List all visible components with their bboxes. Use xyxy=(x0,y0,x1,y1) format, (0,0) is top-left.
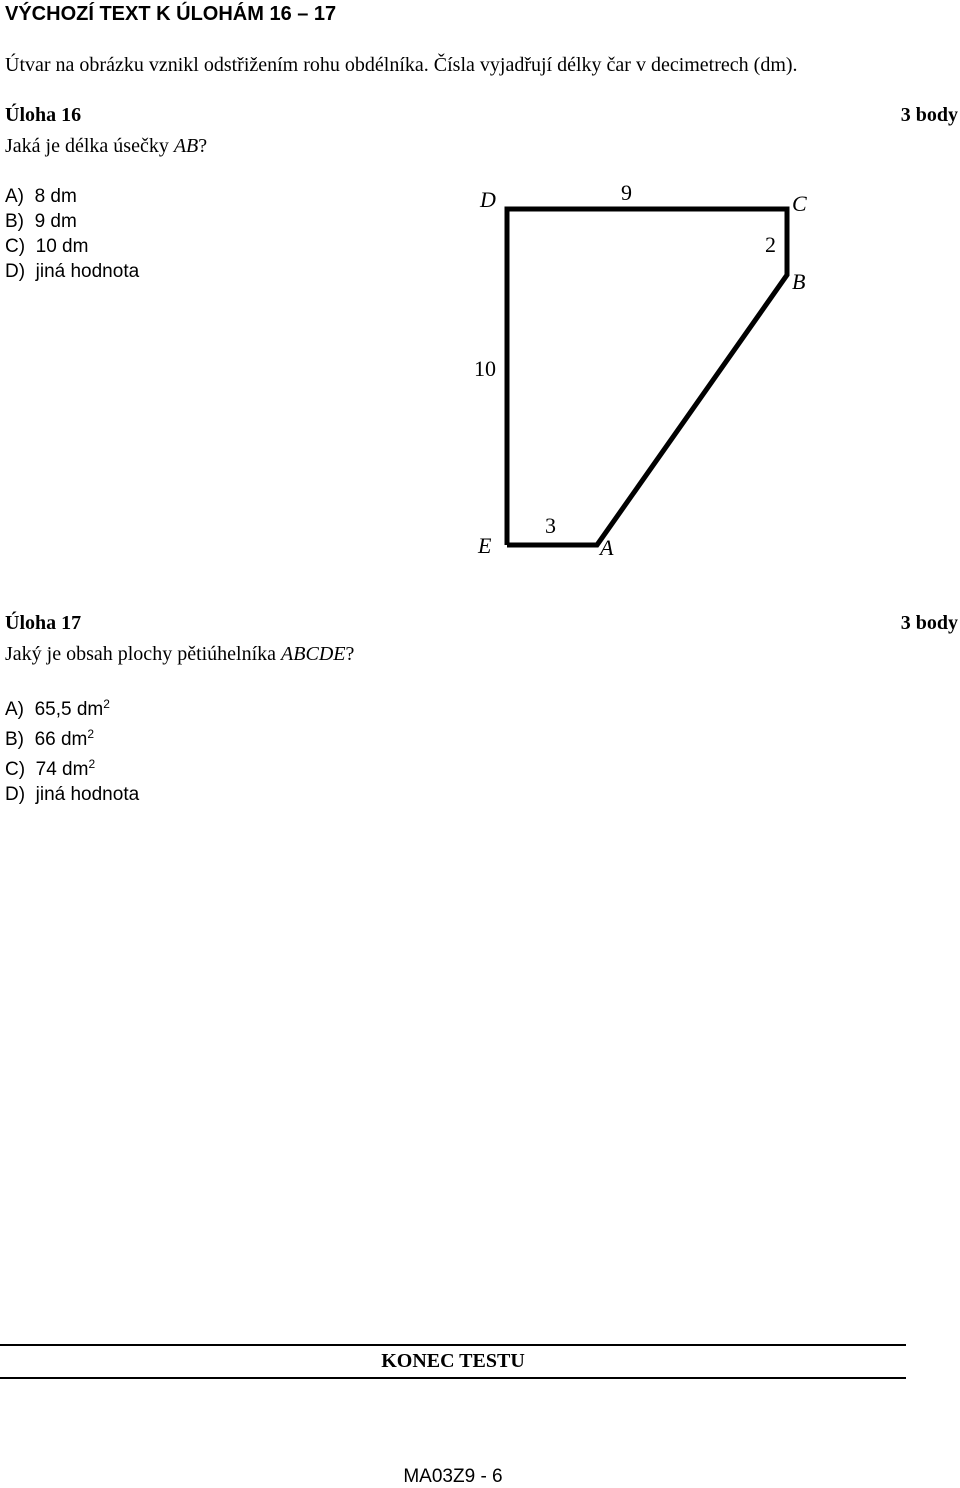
vertex-label-d: D xyxy=(480,187,496,212)
task17-option-b[interactable]: B) 66 $dm^2$ xyxy=(5,727,95,750)
task17-options xyxy=(5,692,139,807)
intro-text: Útvar na obrázku vznikl odstřižením rohu obdélníka. Čísla vyjadřují délky čar v decimetrech (dm). xyxy=(5,54,798,76)
pentagon-outline xyxy=(507,209,787,545)
divider-top xyxy=(0,1344,906,1346)
task17-title: Úloha 17 xyxy=(5,612,82,634)
task16-option-b[interactable]: B) 9 dm xyxy=(5,211,77,232)
length-label-ea: 3 xyxy=(545,513,556,538)
pentagon-figure xyxy=(0,0,960,600)
length-label-dc: 9 xyxy=(621,180,632,205)
vertex-label-e: E xyxy=(478,533,492,558)
task16-question-suffix: ? xyxy=(198,135,208,157)
vertex-label-c: C xyxy=(792,191,807,216)
section-title: VÝCHOZÍ TEXT K ÚLOHÁM 16 – 17 xyxy=(5,3,337,25)
page-code: MA03Z9 - 6 xyxy=(403,1466,503,1487)
length-label-cb: 2 xyxy=(765,232,776,257)
task17-question-prefix: Jaký je obsah plochy pětiúhelníka xyxy=(5,643,282,665)
task17-option-d[interactable]: D) jiná hodnota xyxy=(5,784,140,805)
task16-option-a[interactable]: A) 8 dm xyxy=(5,186,77,207)
task17-option-c[interactable]: C) 74 $dm^2$ xyxy=(5,757,96,780)
task16-title: Úloha 16 xyxy=(5,104,82,126)
vertex-label-b: B xyxy=(792,269,806,294)
task16-question-prefix: Jaká je délka úsečky xyxy=(5,135,174,157)
length-label-de: 10 xyxy=(474,356,496,381)
end-of-test-text: KONEC TESTU xyxy=(381,1350,525,1372)
vertex-label-a: A xyxy=(600,535,614,560)
task17-question-var: ABCDE xyxy=(281,643,346,665)
task16-points: 3 body xyxy=(900,104,958,126)
task17-option-a[interactable]: A) 65,5 $dm^2$ xyxy=(5,697,110,720)
task17-points: 3 body xyxy=(900,612,958,634)
task17-question xyxy=(5,643,354,666)
divider-bottom xyxy=(0,1377,906,1379)
task16-option-d[interactable]: D) jiná hodnota xyxy=(5,261,140,282)
task16-question-var: AB xyxy=(173,135,199,157)
task17-question-suffix: ? xyxy=(345,643,355,665)
task16-option-c[interactable]: C) 10 dm xyxy=(5,236,89,257)
